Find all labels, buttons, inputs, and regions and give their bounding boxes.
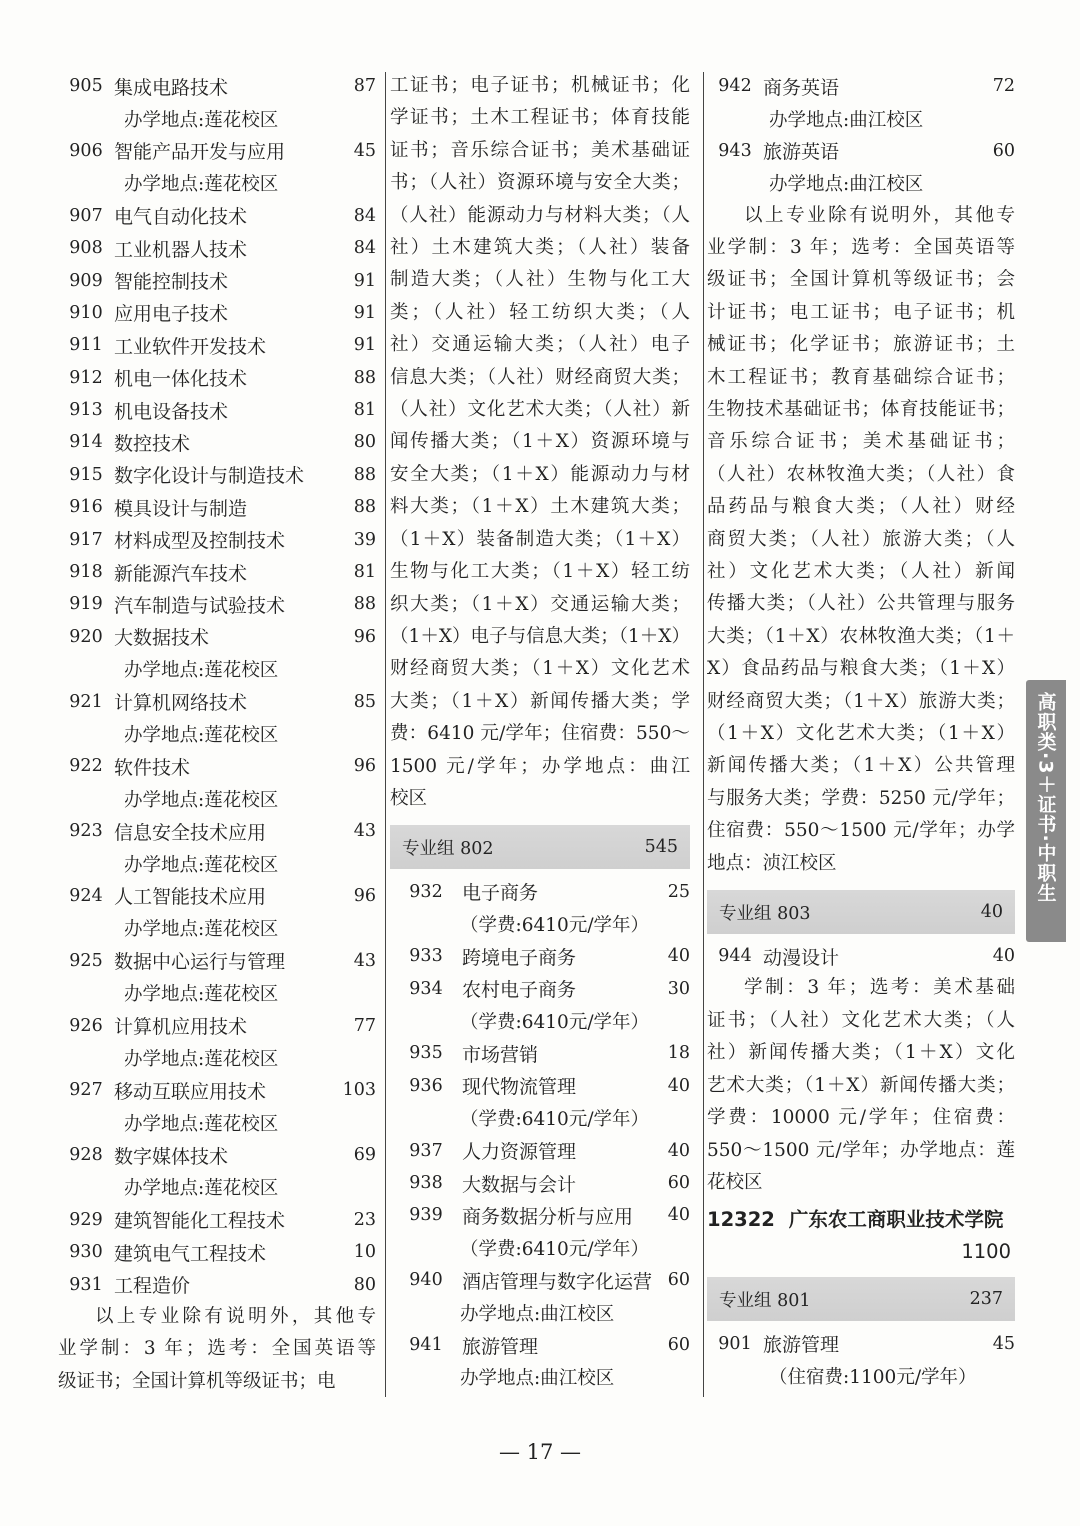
major-note: 办学地点:曲江校区	[460, 1368, 615, 1390]
enrollment-count: 39	[353, 529, 376, 550]
enrollment-count: 85	[353, 691, 376, 712]
major-row	[58, 70, 376, 102]
major-name: 酒店管理与数字化运营	[462, 1270, 653, 1293]
group-header	[707, 890, 1015, 934]
major-code: 913	[69, 400, 103, 421]
major-name: 移动互联应用技术	[114, 1080, 267, 1103]
major-row	[707, 940, 1015, 972]
major-name: 人工智能技术应用	[114, 886, 267, 909]
paragraph-line: 社）文化艺术大类；（人社）新闻	[707, 561, 1015, 583]
major-code: 935	[409, 1043, 443, 1064]
major-code: 905	[69, 76, 103, 97]
major-name: 信息安全技术应用	[114, 821, 267, 844]
enrollment-count: 80	[353, 1274, 376, 1295]
major-code: 930	[69, 1242, 103, 1263]
major-row	[58, 459, 376, 491]
major-code: 931	[69, 1274, 103, 1295]
enrollment-count: 72	[992, 76, 1015, 97]
enrollment-count: 25	[667, 881, 690, 902]
major-name: 数字媒体技术	[114, 1145, 229, 1168]
major-code: 926	[69, 1015, 103, 1036]
major-name: 电子商务	[462, 882, 539, 905]
enrollment-count: 40	[667, 946, 690, 967]
paragraph-line: 地点：浈江校区	[707, 852, 837, 874]
paragraph-line: 艺术大类；（1＋X）新闻传播大类；	[707, 1074, 1015, 1096]
major-note: 办学地点:莲花校区	[124, 1178, 279, 1200]
paragraph-line: 住宿费：550～1500 元/学年；办学	[707, 820, 1015, 842]
major-code: 907	[69, 205, 103, 226]
notes-paragraph	[58, 1301, 376, 1398]
major-name: 农村电子商务	[462, 979, 577, 1002]
paragraph-line: 书；（人社）资源环境与安全大类；	[390, 172, 690, 194]
enrollment-count: 96	[353, 626, 376, 647]
major-note: 办学地点:曲江校区	[460, 1303, 615, 1325]
enrollment-count: 60	[667, 1270, 690, 1291]
major-row	[58, 1268, 376, 1300]
paragraph-line: （1＋X）装备制造大类；（1＋X）	[390, 528, 690, 550]
paragraph-line: 生物技术基础证书；体育技能证书；	[707, 399, 1015, 420]
group-count: 237	[969, 1289, 1003, 1310]
enrollment-count: 103	[342, 1080, 376, 1101]
paragraph-line: 550～1500 元/学年；办学地点：莲	[707, 1139, 1015, 1161]
school-code: 12322	[707, 1208, 775, 1232]
enrollment-count: 40	[667, 1205, 690, 1226]
enrollment-count: 81	[353, 562, 376, 583]
paragraph-line: 木工程证书；教育基础综合证书；	[707, 366, 1015, 388]
major-name: 工程造价	[114, 1275, 191, 1298]
enrollment-count: 40	[667, 1075, 690, 1096]
enrollment-count: 88	[353, 594, 376, 615]
major-note: 办学地点:莲花校区	[124, 984, 279, 1006]
major-note: （学费:6410元/学年）	[460, 1012, 650, 1034]
major-row	[58, 880, 376, 912]
paragraph-line: 计证书；电工证书；电子证书；机	[707, 301, 1015, 323]
enrollment-count: 69	[353, 1145, 376, 1166]
enrollment-count: 91	[353, 335, 376, 356]
major-code: 928	[69, 1145, 103, 1166]
side-section-tab	[1026, 680, 1066, 942]
major-row	[58, 815, 376, 847]
paragraph-line: （人社）文化艺术大类；（人社）新	[390, 399, 690, 421]
major-code: 909	[69, 270, 103, 291]
paragraph-line: 财经商贸大类；（1＋X）旅游大类；	[707, 690, 1015, 712]
paragraph-line: 业学制：3 年；选考：全国英语等	[707, 236, 1015, 258]
major-code: 933	[409, 946, 443, 967]
school-total-count: 1100	[961, 1240, 1011, 1264]
major-name: 应用电子技术	[114, 303, 229, 326]
major-row	[58, 523, 376, 555]
enrollment-count: 30	[667, 978, 690, 999]
major-code: 937	[409, 1140, 443, 1161]
paragraph-line: 类；（人社）轻工纺织大类；（人	[390, 301, 690, 323]
major-code: 920	[69, 626, 103, 647]
paragraph-line: 传播大类；（人社）公共管理与服务	[707, 593, 1015, 615]
major-row	[58, 426, 376, 458]
paragraph-line: 安全大类；（1＋X）能源动力与材	[390, 463, 690, 485]
group-label: 专业组 803	[719, 903, 811, 924]
paragraph-line: 级证书；全国计算机等级证书；电	[58, 1370, 336, 1392]
major-name: 模具设计与制造	[114, 497, 248, 520]
group-label: 专业组 801	[719, 1290, 811, 1311]
paragraph-line: 证书；音乐综合证书；美术基础证	[390, 139, 690, 161]
paragraph-line: 社）土木建筑大类；（人社）装备	[390, 237, 690, 259]
major-note: 办学地点:曲江校区	[769, 174, 924, 196]
major-name: 商务英语	[763, 76, 840, 99]
column-2	[390, 70, 690, 1394]
major-row	[390, 1264, 690, 1296]
enrollment-count: 80	[353, 432, 376, 453]
paragraph-line: 信息大类；（人社）财经商贸大类；	[390, 366, 690, 388]
notes-paragraph	[707, 972, 1015, 1199]
enrollment-count: 88	[353, 497, 376, 518]
major-row	[58, 200, 376, 232]
major-code: 901	[718, 1333, 752, 1354]
enrollment-count: 88	[353, 464, 376, 485]
paragraph-line: 社）交通运输大类；（人社）电子	[390, 334, 690, 356]
major-row	[58, 491, 376, 523]
paragraph-line: 音乐综合证书；美术基础证书；	[707, 431, 1015, 453]
major-note: 办学地点:莲花校区	[124, 1048, 279, 1070]
major-row	[390, 1070, 690, 1102]
major-row	[707, 1327, 1015, 1359]
side-tab-label: 高职类·3＋证书·中职生	[1034, 692, 1057, 903]
column-3	[707, 70, 1015, 1392]
major-row	[58, 362, 376, 394]
major-name: 大数据技术	[114, 627, 210, 650]
enrollment-count: 84	[353, 205, 376, 226]
major-row	[390, 1329, 690, 1361]
paragraph-line: X）食品药品与粮食大类；（1＋X）	[707, 658, 1015, 680]
paragraph-line: （人社）农林牧渔大类；（人社）食	[707, 463, 1015, 485]
major-code: 919	[69, 594, 103, 615]
enrollment-count: 18	[667, 1043, 690, 1064]
enrollment-count: 60	[992, 140, 1015, 161]
major-row	[58, 394, 376, 426]
paragraph-line: 社）新闻传播大类；（1＋X）文化	[707, 1042, 1015, 1064]
major-code: 916	[69, 497, 103, 518]
paragraph-line: 械证书；化学证书；旅游证书；土	[707, 334, 1015, 356]
major-code: 914	[69, 432, 103, 453]
major-code: 934	[409, 978, 443, 999]
major-code: 912	[69, 367, 103, 388]
major-name: 软件技术	[114, 756, 191, 779]
enrollment-count: 77	[353, 1015, 376, 1036]
enrollment-count: 60	[667, 1335, 690, 1355]
major-note: 办学地点:莲花校区	[124, 854, 279, 876]
major-name: 机电一体化技术	[114, 368, 248, 391]
page-number: — 17 —	[498, 1440, 582, 1464]
paragraph-line: 级证书；全国计算机等级证书；会	[707, 269, 1015, 291]
major-name: 旅游管理	[763, 1334, 840, 1357]
major-code: 939	[409, 1205, 443, 1226]
enrollment-count: 45	[992, 1333, 1015, 1354]
major-name: 市场营销	[462, 1043, 539, 1066]
major-row	[390, 973, 690, 1005]
paragraph-line: 花校区	[707, 1171, 763, 1193]
major-code: 918	[69, 562, 103, 583]
major-code: 921	[69, 691, 103, 712]
enrollment-count: 88	[353, 367, 376, 388]
major-code: 908	[69, 238, 103, 259]
major-code: 936	[409, 1075, 443, 1096]
group-count: 545	[644, 837, 678, 858]
major-name: 工业机器人技术	[114, 238, 248, 261]
major-name: 智能控制技术	[114, 271, 229, 294]
major-code: 906	[69, 140, 103, 161]
major-note: 办学地点:曲江校区	[769, 109, 924, 131]
major-note: （住宿费:1100元/学年）	[769, 1366, 977, 1388]
major-name: 数据中心运行与管理	[114, 951, 286, 974]
group-count: 40	[980, 902, 1003, 923]
notes-paragraph	[707, 200, 1015, 881]
paragraph-line: 费：6410 元/学年；住宿费：550～	[390, 723, 690, 745]
major-name: 大数据与会计	[462, 1173, 577, 1196]
major-code: 923	[69, 821, 103, 842]
major-code: 910	[69, 302, 103, 323]
enrollment-count: 40	[667, 1140, 690, 1161]
major-note: 办学地点:莲花校区	[124, 1113, 279, 1135]
paragraph-line: 工证书；电子证书；机械证书；化	[390, 75, 690, 96]
enrollment-count: 43	[353, 950, 376, 971]
enrollment-count: 84	[353, 238, 376, 259]
major-name: 商务数据分析与应用	[462, 1205, 634, 1228]
major-code: 911	[69, 335, 103, 356]
major-name: 智能产品开发与应用	[114, 141, 286, 164]
major-name: 旅游管理	[462, 1335, 539, 1358]
paragraph-line: 1500 元/学年；办学地点：曲江	[390, 755, 690, 777]
major-row	[58, 621, 376, 653]
paragraph-line: 校区	[390, 787, 428, 809]
major-note: 办学地点:莲花校区	[124, 725, 279, 746]
major-row	[58, 232, 376, 264]
major-code: 917	[69, 529, 103, 550]
major-row	[58, 945, 376, 977]
major-note: （学费:6410元/学年）	[460, 1109, 650, 1131]
major-note: （学费:6410元/学年）	[460, 1238, 650, 1260]
enrollment-count: 23	[353, 1209, 376, 1230]
enrollment-count: 45	[353, 140, 376, 161]
major-name: 计算机网络技术	[114, 692, 248, 715]
major-row	[707, 70, 1015, 102]
major-note: 办学地点:莲花校区	[124, 109, 279, 131]
major-name: 建筑智能化工程技术	[114, 1210, 286, 1233]
major-code: 941	[409, 1335, 443, 1355]
major-row	[58, 329, 376, 361]
major-code: 942	[718, 76, 752, 97]
group-header	[390, 825, 690, 869]
major-row	[58, 556, 376, 588]
paragraph-line: 闻传播大类；（1＋X）资源环境与	[390, 431, 690, 453]
major-row	[58, 588, 376, 620]
group-label: 专业组 802	[402, 838, 494, 859]
major-code: 943	[718, 140, 752, 161]
major-code: 924	[69, 885, 103, 906]
enrollment-count: 91	[353, 270, 376, 291]
major-note: 办学地点:莲花校区	[124, 919, 279, 941]
major-code: 925	[69, 950, 103, 971]
paragraph-line: 与服务大类；学费：5250 元/学年；	[707, 787, 1015, 809]
major-name: 工业软件开发技术	[114, 335, 267, 358]
major-row	[707, 135, 1015, 167]
enrollment-count: 91	[353, 302, 376, 323]
major-name: 建筑电气工程技术	[114, 1242, 267, 1265]
major-row	[58, 750, 376, 782]
major-name: 动漫设计	[763, 946, 840, 969]
major-note: （学费:6410元/学年）	[460, 914, 650, 936]
paragraph-line: 商贸大类；（人社）旅游大类；（人	[707, 528, 1015, 550]
paragraph-line: 学证书；土木工程证书；体育技能	[390, 107, 690, 129]
paragraph-line: 业学制：3 年；选考：全国英语等	[58, 1338, 376, 1360]
major-row	[390, 875, 690, 907]
major-row	[58, 1074, 376, 1106]
major-name: 机电设备技术	[114, 400, 229, 423]
major-name: 数字化设计与制造技术	[114, 465, 305, 488]
major-row	[390, 940, 690, 972]
group-header	[707, 1277, 1015, 1321]
paragraph-line: 以上专业除有说明外，其他专	[95, 1305, 376, 1327]
major-row	[390, 1134, 690, 1166]
paragraph-line: 料大类；（1＋X）土木建筑大类；	[390, 496, 690, 518]
major-name: 数控技术	[114, 432, 191, 455]
major-row	[58, 1236, 376, 1268]
enrollment-count: 43	[353, 821, 376, 842]
paragraph-line: 证书；（人社）文化艺术大类；（人	[707, 1009, 1015, 1031]
school-name: 广东农工商职业技术学院	[788, 1208, 1004, 1232]
major-code: 940	[409, 1270, 443, 1291]
major-row	[58, 297, 376, 329]
enrollment-count: 60	[667, 1173, 690, 1194]
column-divider	[385, 72, 386, 1397]
enrollment-count: 87	[353, 76, 376, 97]
paragraph-line: 大类；（1＋X）农林牧渔大类；（1＋	[707, 625, 1015, 647]
paragraph-line: 学费：10000 元/学年；住宿费：	[707, 1107, 1015, 1129]
paragraph-line: 生物与化工大类；（1＋X）轻工纺	[390, 561, 690, 583]
major-code: 938	[409, 1173, 443, 1194]
paragraph-line: （人社）能源动力与材料大类；（人	[390, 204, 690, 226]
major-note: 办学地点:莲花校区	[124, 660, 279, 682]
major-row	[58, 1204, 376, 1236]
paragraph-line: 学制：3 年；选考：美术基础	[744, 977, 1015, 999]
major-row	[58, 135, 376, 167]
paragraph-line: 制造大类；（人社）生物与化工大	[390, 269, 690, 291]
major-name: 材料成型及控制技术	[114, 530, 286, 553]
paragraph-line: 财经商贸大类；（1＋X）文化艺术	[390, 658, 690, 680]
major-note: 办学地点:莲花校区	[124, 789, 279, 811]
major-name: 集成电路技术	[114, 76, 229, 99]
major-name: 跨境电子商务	[462, 946, 577, 969]
major-note: 办学地点:莲花校区	[124, 174, 279, 196]
enrollment-count: 10	[353, 1242, 376, 1263]
major-code: 929	[69, 1209, 103, 1230]
major-row	[390, 1199, 690, 1231]
paragraph-line: 以上专业除有说明外，其他专	[744, 204, 1015, 226]
enrollment-count: 96	[353, 885, 376, 906]
enrollment-count: 40	[992, 946, 1015, 967]
paragraph-line: （1＋X）文化艺术大类；（1＋X）	[707, 723, 1015, 745]
major-name: 现代物流管理	[462, 1076, 577, 1099]
major-code: 927	[69, 1080, 103, 1101]
major-code: 932	[409, 881, 443, 902]
major-code: 915	[69, 464, 103, 485]
paragraph-line: 大类；（1＋X）新闻传播大类；学	[390, 690, 690, 712]
major-row	[58, 1139, 376, 1171]
major-name: 新能源汽车技术	[114, 562, 248, 585]
paragraph-line: 新闻传播大类；（1＋X）公共管理	[707, 755, 1015, 777]
paragraph-line: 织大类；（1＋X）交通运输大类；	[390, 593, 690, 615]
major-row	[58, 264, 376, 296]
major-row	[390, 1037, 690, 1069]
column-divider	[703, 72, 704, 1397]
major-row	[58, 685, 376, 717]
enrollment-count: 81	[353, 400, 376, 421]
major-code: 944	[718, 946, 752, 967]
major-name: 电气自动化技术	[114, 206, 248, 229]
major-row	[58, 1009, 376, 1041]
enrollment-count: 96	[353, 756, 376, 777]
major-name: 汽车制造与试验技术	[114, 594, 286, 617]
paragraph-line: （1＋X）电子与信息大类；（1＋X）	[390, 625, 690, 647]
notes-paragraph	[390, 70, 690, 815]
school-heading	[707, 1203, 1015, 1237]
major-code: 922	[69, 756, 103, 777]
major-name: 计算机应用技术	[114, 1016, 248, 1039]
paragraph-line: 品药品与粮食大类；（人社）财经	[707, 496, 1015, 518]
major-name: 人力资源管理	[462, 1141, 577, 1164]
column-1	[58, 70, 376, 1398]
major-name: 旅游英语	[763, 141, 840, 164]
major-row	[390, 1167, 690, 1199]
